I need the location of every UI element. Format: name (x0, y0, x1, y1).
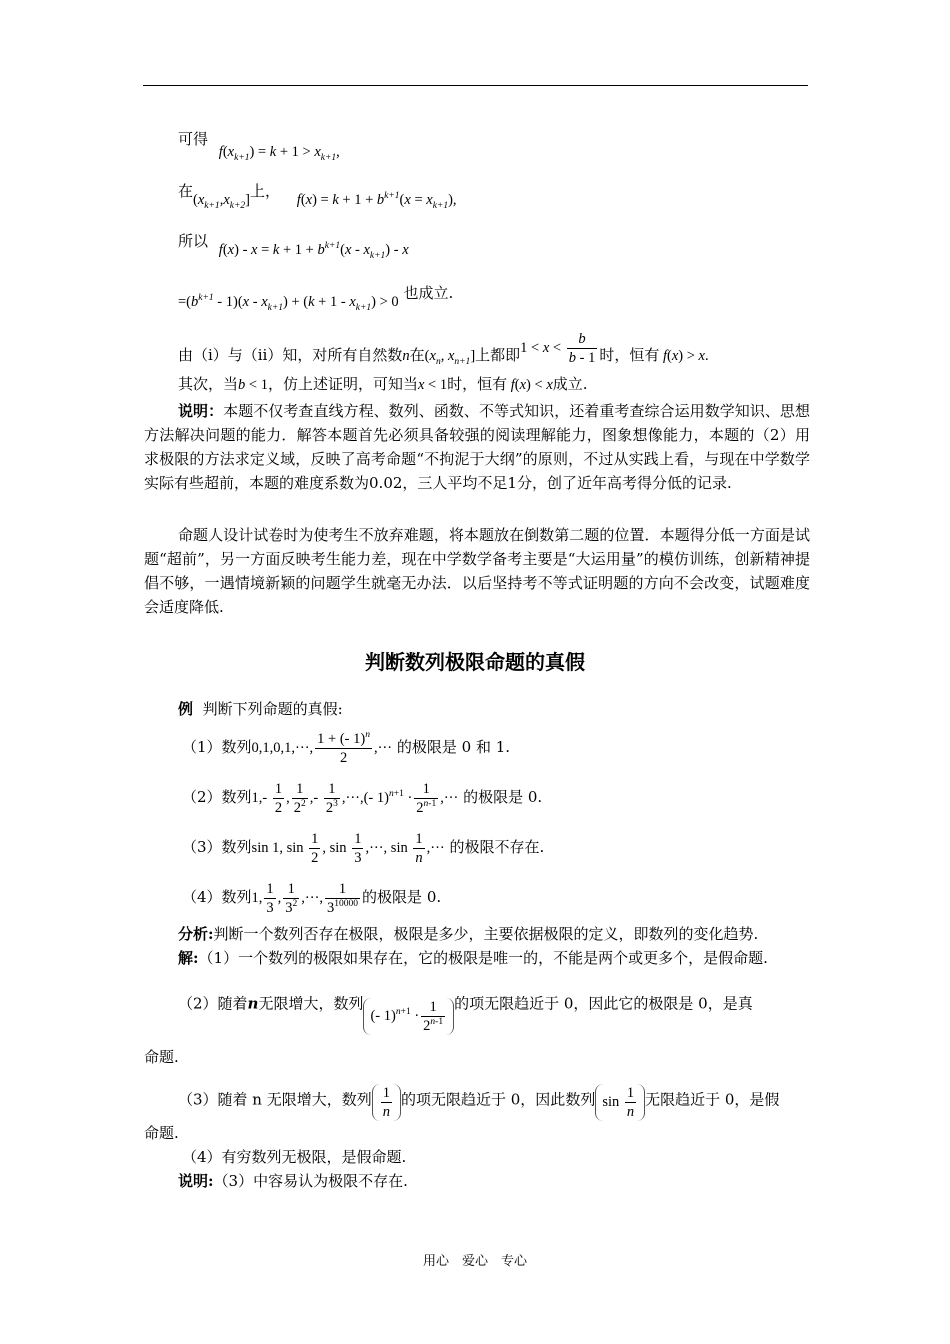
formula: $f(x_{k+1}) = k + 1 > x_{k+1}$, (218, 144, 340, 163)
note-3: 说明:（3）中容易认为极限不存在. (178, 1172, 408, 1190)
formula: 1,- $\frac{1}{2}$ , $\frac{1}{2^2}$ ,- $\frac{1}{2^3}$ ,···,(- 1)$^{n+1}$ · $\frac{1}{2^{n-1}}$ ,··· (251, 781, 459, 816)
sequence-brace: (- 1)$^{n+1}$ · $\frac{1}{2^{n-1}}$ (363, 998, 454, 1035)
solution-line-3-cont: 命题. (144, 1124, 179, 1142)
note-paragraph-1: 说明：本题不仅考查直线方程、数列、函数、不等式知识，还着重考查综合运用数学知识、思想方法解决问题的能力．解答本题首先必须具备较强的阅读理解能力，图象想像能力，本题的（2）用求极限的方法求定义域，反映了高考命题“不拘泥于大纲”的原则，不过从实践上看，与现在中学数学实际有些超前，本题的难度系数为0.02，三人平均不足1分，创了近年高考得分低的记录. (144, 402, 810, 492)
header-rule (143, 85, 808, 86)
proof-line-1: 可得 $f(x_{k+1}) = k + 1 > x_{k+1}$, (178, 130, 340, 163)
solution-line-2: （2）随着n无限增大，数列(- 1)$^{n+1}$ · $\frac{1}{2^{n-1}}$ 的项无限趋近于 0，因此它的极限是 0，是真 (178, 994, 753, 1034)
example-heading: 例 判断下列命题的真假: (178, 700, 343, 718)
formula: $=(b^{k+1} - 1)(x - x_{k+1}) + (k + 1 - x_{k+1}) > 0$ (178, 293, 399, 313)
formula: $(x_{k+1},x_{k+2}]$ (193, 192, 250, 211)
solution-line-3: （3）随着 n 无限增大，数列 $\frac{1}{n}$ 的项无限趋近于 0，因此数列 sin $\frac{1}{n}$ 无限趋近于 0，是假 (178, 1085, 780, 1120)
formula: 0,1,0,1,···, $\frac{1 + (- 1)^n}{2}$ ,··· (251, 730, 393, 766)
analysis-line: 分析:判断一个数列否存在极限，极限是多少，主要依据极限的定义，即数列的变化趋势. (178, 925, 759, 943)
solution-line-4: （4）有穷数列无极限，是假命题. (182, 1148, 407, 1166)
formula: $f(x) = k + 1 + b^{k+1}(x = x_{k+1})$, (296, 191, 457, 211)
example-item-1: （1）数列0,1,0,1,···, $\frac{1 + (- 1)^n}{2}$ ,··· 的极限是 0 和 1. (182, 730, 511, 766)
sequence-brace: $\frac{1}{n}$ (372, 1084, 401, 1121)
solution-line-2-cont: 命题. (144, 1048, 179, 1066)
proof-line-6: 其次，当b < 1，仿上述证明，可知当x < 1时，恒有 f(x) < x成立. (178, 375, 588, 393)
formula: sin 1, sin $\frac{1}{2}$ , sin $\frac{1}{3}$ ,···, sin $\frac{1}{n}$ ,··· (251, 831, 445, 866)
sequence-brace: sin $\frac{1}{n}$ (595, 1084, 645, 1121)
example-item-3: （3）数列sin 1, sin $\frac{1}{2}$ , sin $\frac{1}{3}$ ,···, sin $\frac{1}{n}$ ,··· 的极限不存在. (182, 831, 545, 866)
proof-line-5: 由（ⅰ）与（ⅱ）知，对所有自然数n在($x_n$, $x_{n+1}$]上都即1 < x < $\frac{b}{b - 1}$ 时，恒有 f(x) > x. (178, 331, 709, 367)
formula: 1, $\frac{1}{3}$ , $\frac{1}{3^2}$ ,···, $\frac{1}{3^{10000}}$ (251, 881, 359, 916)
solution-line-1: 解:（1）一个数列的极限如果存在，它的极限是唯一的，不能是两个或更多个，是假命题. (178, 949, 768, 967)
example-item-2: （2）数列1,- $\frac{1}{2}$ , $\frac{1}{2^2}$ ,- $\frac{1}{2^3}$ ,···,(- 1)$^{n+1}$ · $\frac{1}{2^{n-1}}$ ,··· 的极限是 0. (182, 781, 543, 816)
proof-line-4: $=(b^{k+1} - 1)(x - x_{k+1}) + (k + 1 - x_{k+1}) > 0$ 也成立. (178, 284, 454, 313)
note-paragraph-2: 命题人设计试卷时为使考生不放弃难题，将本题放在倒数第二题的位置．本题得分低一方面是试题“超前”，另一方面反映考生能力差，现在中学数学备考主要是“大运用量”的模仿训练，创新精神提倡不够，一遇情境新颖的问题学生就毫无办法．以后坚持考不等式证明题的方向不会改变，试题难度会适度降低. (144, 526, 810, 616)
page-footer: 用心 爱心 专心 (422, 1254, 527, 1269)
formula: $f(x) - x = k + 1 + b^{k+1}(x - x_{k+1}) - x$ (218, 241, 409, 261)
proof-line-2: 在$(x_{k+1},x_{k+2}]$上， $f(x) = k + 1 + b^{k+1}(x = x_{k+1})$, (178, 182, 457, 211)
section-title: 判断数列极限命题的真假 (365, 650, 585, 674)
example-item-4: （4）数列1, $\frac{1}{3}$ , $\frac{1}{3^2}$ ,···, $\frac{1}{3^{10000}}$ 的极限是 0. (182, 881, 442, 916)
proof-line-3: 所以 $f(x) - x = k + 1 + b^{k+1}(x - x_{k+1}) - x$ (178, 232, 409, 261)
formula: 1 < x < $\frac{b}{b - 1}$ (520, 331, 596, 366)
